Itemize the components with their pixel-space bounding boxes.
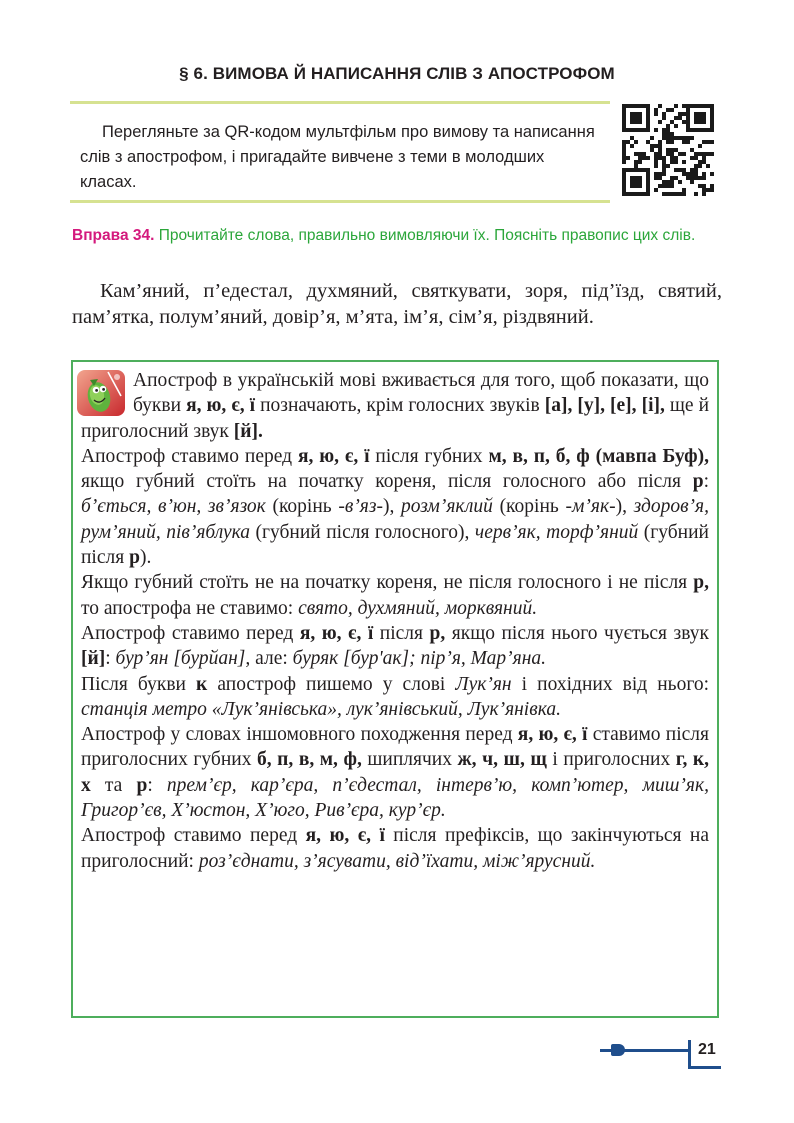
rule-text-run: [а], [у], [е], [і],: [544, 395, 665, 417]
page-number: 21: [698, 1041, 716, 1058]
rule-paragraph-2: [81, 444, 709, 570]
rule-text-run: я, ю, є, ї: [517, 724, 588, 746]
rule-text-run: апостроф пишемо у слові: [207, 673, 456, 695]
rule-mascot-icon: [77, 370, 125, 416]
rule-text-run: Якщо губний стоїть не на початку кореня, не після голосного і не після: [81, 572, 694, 594]
rule-text-run: шиплячих: [361, 749, 458, 771]
rule-text-run: і похідних від нього:: [511, 673, 710, 695]
rule-text-run: р,: [429, 622, 446, 644]
rule-text-run: після губних: [369, 445, 489, 467]
rule-text-run: :: [105, 648, 116, 670]
rule-text-run: Після букви: [81, 673, 197, 695]
section-heading: § 6. ВИМОВА Й НАПИСАННЯ СЛІВ З АПОСТРОФОМ: [179, 64, 615, 83]
rule-text-run: р: [129, 547, 140, 569]
rule-paragraph-4: [81, 621, 709, 672]
top-divider: [70, 101, 610, 104]
rule-text-run: після: [373, 622, 430, 644]
rule-paragraph-1: [81, 368, 709, 444]
rule-text-run: м, в, п, б, ф (мавпа Буф),: [488, 445, 710, 467]
rule-text-run: бур’ян [бурйан],: [115, 648, 251, 670]
rule-text-run: та: [90, 774, 137, 796]
rule-text-run: я, ю, є, ї: [305, 825, 385, 847]
rule-text-run: :: [147, 774, 167, 796]
rule-text-run: черв’як, торф’яний: [474, 521, 639, 543]
rule-text-run: розм’яклий: [401, 496, 493, 518]
rule-text-run: ж, ч, ш, щ: [457, 749, 547, 771]
rule-text-run: якщо губний стоїть на початку кореня, після голосного або після: [81, 471, 693, 493]
rule-text-run: і приголосних: [546, 749, 676, 771]
rule-paragraph-6: [81, 722, 709, 823]
rule-text-run: Апостроф в українській мові вживається для того, щоб показати, що букви: [133, 370, 709, 417]
rule-text-run: к: [196, 673, 208, 695]
rule-text-run: б’ється, в’юн, зв’язок: [81, 496, 266, 518]
rule-text-run: але:: [250, 648, 293, 670]
rule-text-run: буряк [бур'ак]; пір’я, Мар’яна.: [292, 648, 546, 670]
rule-text-run: прем’єр, кар’єра, п’єдестал, інтерв’ю, комп’ютер, миш’як, Григор’єв, Х’юстон, Х’юго, Рив’єра, кур’єр.: [81, 774, 709, 822]
rule-text-run: Лук’ян: [455, 673, 512, 695]
rule-text-run: р,: [693, 572, 709, 594]
rule-text-run: я, ю, є, ї: [299, 622, 374, 644]
rule-paragraph-5: [81, 672, 709, 723]
rule-text-run: [й]: [81, 648, 106, 670]
rule-text-run: [й].: [233, 420, 263, 442]
rule-text-run: (губний після: [81, 521, 709, 569]
rule-text-run: (корінь: [265, 496, 339, 518]
rule-paragraph-3: [81, 570, 709, 621]
exercise-instruction: [72, 226, 722, 246]
rule-text-run: Апостроф ставимо перед: [81, 825, 306, 847]
footer-bookmark-icon: [611, 1044, 625, 1056]
rule-text-run: позначають, крім голосних звуків: [255, 395, 545, 417]
rule-text-run: я, ю, є, ї: [297, 445, 370, 467]
rule-text: [81, 368, 709, 874]
rule-text-run: -м’як-: [565, 496, 616, 518]
bottom-divider: [70, 200, 610, 203]
rule-text-run: б, п, в, м, ф,: [257, 749, 362, 771]
rule-text-run: ще й приголосний звук: [81, 395, 710, 442]
rule-text-run: -в’яз-: [338, 496, 383, 518]
rule-text-run: я, ю, є, ї: [186, 395, 256, 417]
rule-text-run: здоров’я, рум’яний, пів’яблука: [81, 496, 709, 543]
qr-intro-content: Перегляньте за QR-кодом мультфільм про вимову та написання слів з апострофом, і пригадайте вивчене з теми в молодших класах.: [80, 123, 595, 191]
rule-text-run: то апострофа не ставимо:: [81, 597, 299, 619]
rule-text-run: Апостроф ставимо перед: [81, 445, 298, 467]
rule-text-run: р: [692, 471, 704, 493]
qr-code-icon[interactable]: [622, 104, 714, 196]
exercise-words: [72, 278, 722, 330]
rule-text-run: р: [136, 774, 148, 796]
rule-text-run: г, к, х: [81, 749, 709, 796]
exercise-number: Вправа 34.: [72, 227, 155, 244]
rule-text-run: після префіксів, що закінчуються на приголосний:: [81, 825, 710, 872]
exercise-words-content: Кам’яний, п’едестал, духмяний, святкувати, зоря, під’їзд, святий, пам’ятка, полум’яний, довір’я, м’ята, ім’я, сім’я, різдвяний.: [72, 280, 722, 328]
rule-text-run: :: [703, 471, 709, 493]
rule-text-run: свято, духмяний, морквяний.: [298, 597, 538, 619]
rule-text-run: Апостроф ставимо перед: [81, 622, 300, 644]
rule-text-run: ставимо після приголосних губних: [81, 724, 710, 771]
rule-text-run: ),: [382, 496, 402, 518]
exercise-task: Прочитайте слова, правильно вимовляючи їх. Поясніть правопис цих слів.: [158, 227, 696, 244]
rule-text-run: (губний після голосного),: [250, 521, 475, 543]
rule-text-run: станція метро «Лук’янівська», лук’янівський, Лук’янівка.: [81, 698, 561, 720]
rule-text-run: ),: [615, 496, 634, 518]
qr-intro-text: [80, 120, 600, 195]
rule-paragraph-7: [81, 823, 709, 874]
rule-text-run: якщо після нього чується звук: [445, 622, 710, 644]
rule-text-run: роз’єднати, з’ясувати, від’їхати, між’ярусний.: [198, 850, 596, 872]
rule-text-run: (корінь: [492, 496, 566, 518]
rule-text-run: ).: [139, 547, 152, 569]
rule-text-run: Апостроф у словах іншомовного походження перед: [81, 724, 518, 746]
